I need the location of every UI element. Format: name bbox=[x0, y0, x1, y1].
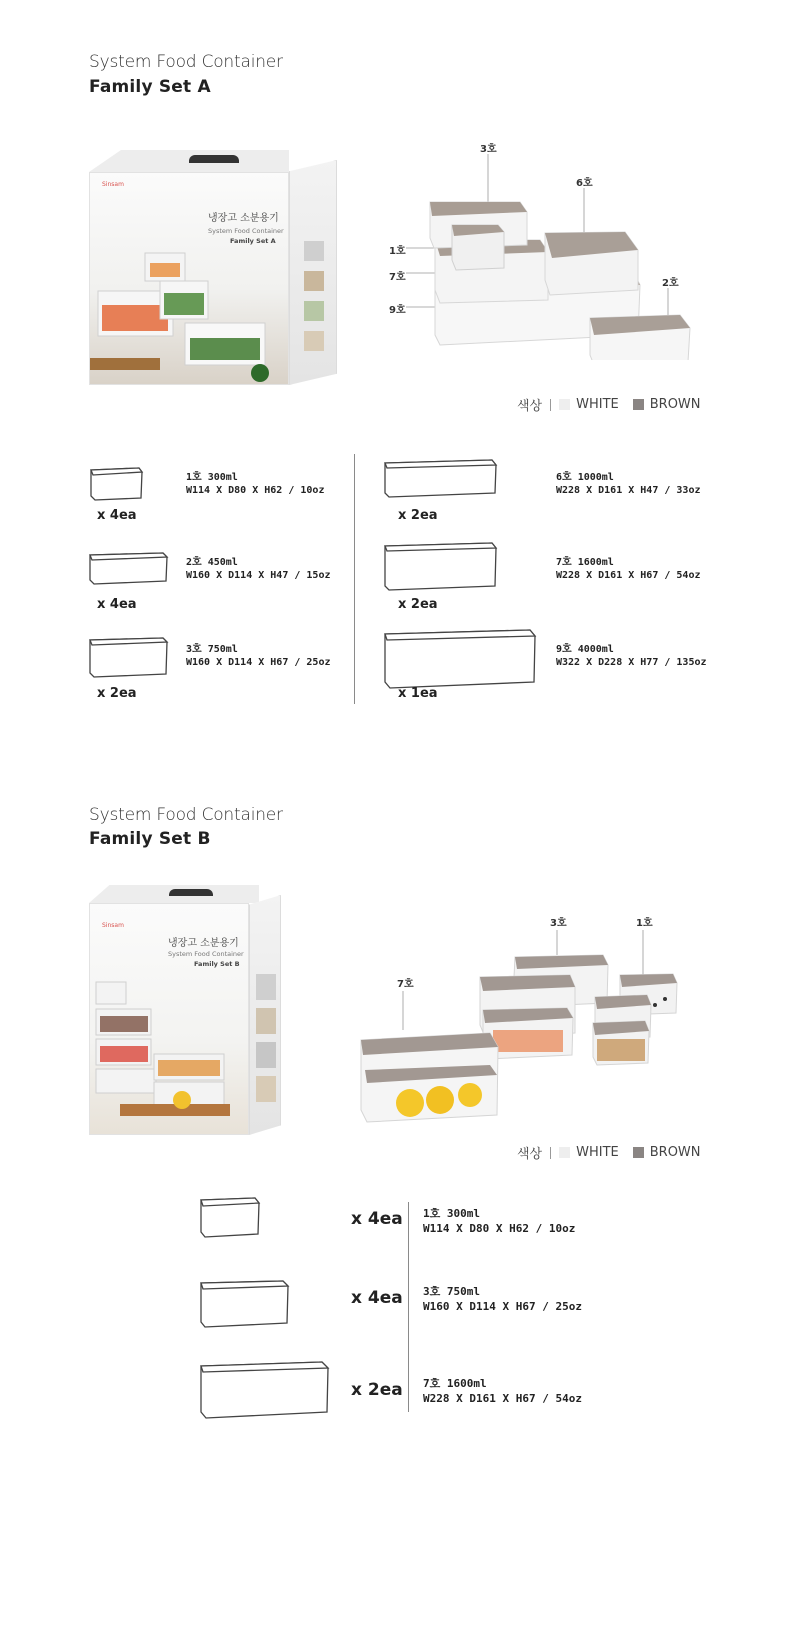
color-label: 색상 bbox=[517, 399, 543, 414]
box-b-line2: System Food Container bbox=[168, 950, 244, 958]
column-divider bbox=[354, 454, 355, 704]
spec-b-3-capacity: 3호 750ml bbox=[423, 1285, 480, 1298]
box-b-brand: Sinsam bbox=[102, 922, 124, 929]
qty-b-1: x 4ea bbox=[351, 1209, 403, 1229]
container-6-icon bbox=[384, 455, 499, 503]
qty-a-6: x 2ea bbox=[398, 508, 438, 523]
divider bbox=[550, 1147, 551, 1159]
box-b-food-illustration bbox=[90, 904, 250, 1136]
spec-b-1-capacity: 1호 300ml bbox=[423, 1207, 480, 1220]
qty-a-2: x 4ea bbox=[97, 597, 137, 612]
set-a-subtitle: System Food Container bbox=[89, 52, 283, 72]
spec-a-6-dims: W228 X D161 X H47 / 33oz bbox=[556, 485, 701, 496]
divider bbox=[550, 399, 551, 411]
callout-b-3: 3호 bbox=[550, 918, 567, 929]
container-b-1-icon bbox=[200, 1192, 265, 1240]
set-b-divider bbox=[408, 1202, 409, 1412]
spec-b-3 bbox=[423, 1284, 582, 1314]
container-1-icon bbox=[89, 462, 149, 502]
container-2-icon bbox=[89, 547, 169, 587]
callout-a-1: 1호 bbox=[389, 246, 406, 257]
spec-b-3-dims: W160 X D114 X H67 / 25oz bbox=[423, 1300, 582, 1313]
spec-a-2 bbox=[186, 556, 331, 582]
set-b-subtitle: System Food Container bbox=[89, 805, 283, 825]
spec-a-3 bbox=[186, 643, 331, 669]
spec-b-7 bbox=[423, 1376, 582, 1406]
color-white: WHITE bbox=[576, 397, 619, 412]
qty-a-7: x 2ea bbox=[398, 597, 438, 612]
spec-a-9 bbox=[556, 643, 707, 669]
spec-a-2-dims: W160 X D114 X H47 / 15oz bbox=[186, 570, 331, 581]
spec-a-7-dims: W228 X D161 X H67 / 54oz bbox=[556, 570, 701, 581]
spec-a-3-dims: W160 X D114 X H67 / 25oz bbox=[186, 657, 331, 668]
box-food-illustration bbox=[90, 173, 290, 386]
callout-b-7: 7호 bbox=[397, 979, 414, 990]
spec-a-6 bbox=[556, 471, 701, 497]
white-swatch bbox=[559, 1147, 570, 1158]
spec-a-1-dims: W114 X D80 X H62 / 10oz bbox=[186, 485, 325, 496]
box-line2: System Food Container bbox=[208, 227, 284, 235]
container-b-7-icon bbox=[200, 1356, 332, 1422]
brown-swatch bbox=[633, 399, 644, 410]
set-a-title: Family Set A bbox=[89, 77, 211, 97]
spec-a-2-capacity: 2호 450ml bbox=[186, 557, 238, 568]
color-brown: BROWN bbox=[649, 1145, 701, 1160]
set-b-title: Family Set B bbox=[89, 829, 211, 849]
container-9-icon bbox=[384, 624, 539, 692]
spec-a-6-capacity: 6호 1000ml bbox=[556, 472, 614, 483]
set-a-containers-image bbox=[380, 140, 710, 360]
callout-a-9: 9호 bbox=[389, 305, 406, 316]
set-b-containers-image bbox=[355, 915, 690, 1130]
set-b-color-options bbox=[517, 1143, 701, 1162]
box-b-title-ko: 냉장고 소분용기 bbox=[168, 938, 239, 949]
box-b-line3: Family Set B bbox=[194, 960, 240, 968]
spec-a-9-dims: W322 X D228 X H77 / 135oz bbox=[556, 657, 707, 668]
callout-a-7: 7호 bbox=[389, 272, 406, 283]
container-7-icon bbox=[384, 538, 499, 594]
set-a-box-image bbox=[89, 150, 349, 388]
spec-a-3-capacity: 3호 750ml bbox=[186, 644, 238, 655]
color-white: WHITE bbox=[576, 1145, 619, 1160]
set-a-color-options bbox=[517, 395, 701, 414]
callout-a-2: 2호 bbox=[662, 278, 679, 289]
callout-a-6: 6호 bbox=[576, 178, 593, 189]
set-b-box-image bbox=[89, 885, 294, 1140]
brown-swatch bbox=[633, 1147, 644, 1158]
spec-a-1 bbox=[186, 471, 324, 497]
spec-b-7-capacity: 7호 1600ml bbox=[423, 1377, 487, 1390]
container-3-icon bbox=[89, 632, 169, 680]
box-brand: Sinsam bbox=[102, 181, 124, 188]
spec-a-1-capacity: 1호 300ml bbox=[186, 472, 238, 483]
white-swatch bbox=[559, 399, 570, 410]
container-b-3-icon bbox=[200, 1275, 292, 1331]
qty-b-7: x 2ea bbox=[351, 1380, 403, 1400]
qty-a-1: x 4ea bbox=[97, 508, 137, 523]
qty-a-3: x 2ea bbox=[97, 686, 137, 701]
color-label: 색상 bbox=[517, 1147, 543, 1162]
spec-a-7-capacity: 7호 1600ml bbox=[556, 557, 614, 568]
spec-a-7 bbox=[556, 556, 701, 582]
spec-b-7-dims: W228 X D161 X H67 / 54oz bbox=[423, 1392, 582, 1405]
callout-a-3: 3호 bbox=[480, 144, 497, 155]
qty-b-3: x 4ea bbox=[351, 1288, 403, 1308]
spec-a-9-capacity: 9호 4000ml bbox=[556, 644, 614, 655]
spec-b-1-dims: W114 X D80 X H62 / 10oz bbox=[423, 1222, 576, 1235]
spec-b-1 bbox=[423, 1206, 575, 1236]
color-brown: BROWN bbox=[649, 397, 701, 412]
box-line3: Family Set A bbox=[230, 237, 276, 245]
box-title-ko: 냉장고 소분용기 bbox=[208, 213, 279, 224]
qty-a-9: x 1ea bbox=[398, 686, 438, 701]
callout-b-1: 1호 bbox=[636, 918, 653, 929]
